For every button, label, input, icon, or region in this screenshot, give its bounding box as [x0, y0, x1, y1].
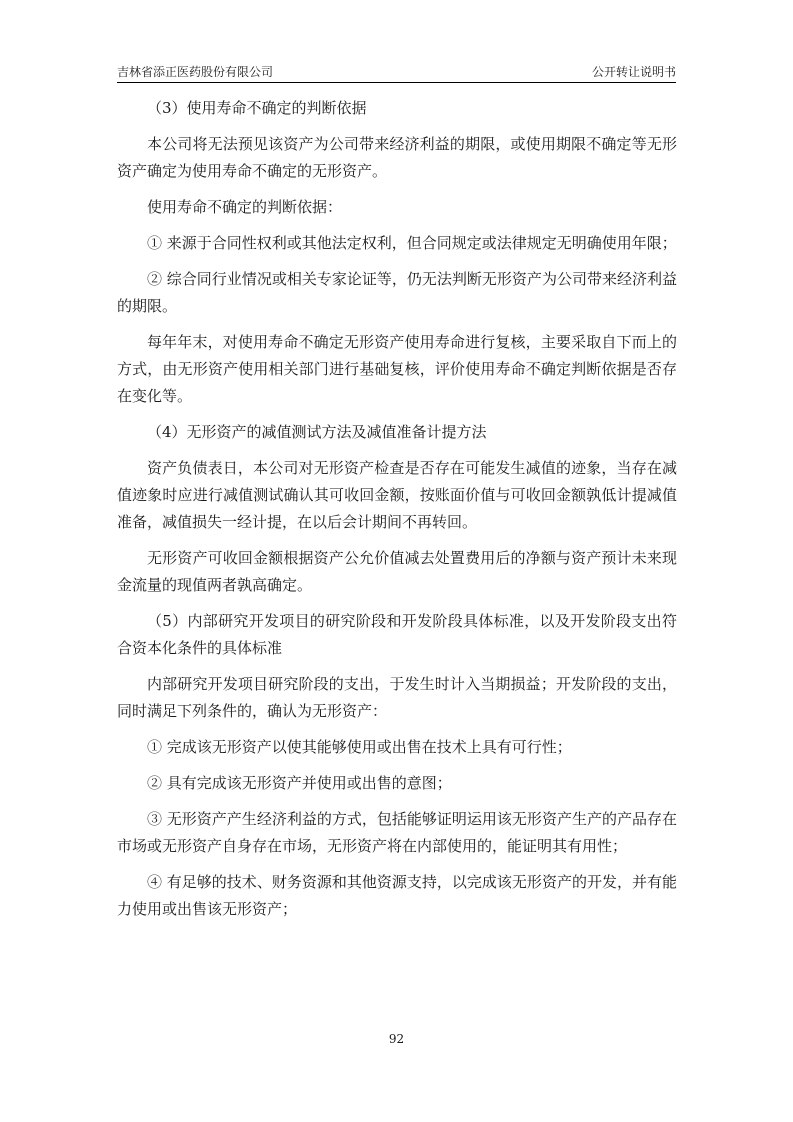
list-item-1: ① 来源于合同性权利或其他法定权利，但合同规定或法律规定无明确使用年限；	[147, 234, 677, 252]
condition-item-4: ④ 有足够的技术、财务资源和其他资源支持，以完成该无形资产的开发，并有能力使用或出售该无形资产；	[117, 873, 677, 918]
list-item-2: ② 综合同行业情况或相关专家论证等，仍无法判断无形资产为公司带来经济利益的期限。	[117, 270, 677, 315]
header-company-name: 吉林省添正医药股份有限公司	[117, 65, 274, 79]
paragraph-rd-expenditure: 内部研究开发项目研究阶段的支出，于发生时计入当期损益；开发阶段的支出，同时满足下列条件的，确认为无形资产：	[117, 675, 677, 720]
section-heading-3: （3）使用寿命不确定的判断依据	[147, 99, 367, 117]
paragraph-recoverable-amount: 无形资产可收回金额根据资产公允价值减去处置费用后的净额与资产预计未来现金流量的现值两者孰高确定。	[117, 549, 677, 594]
page-number: 92	[388, 1032, 405, 1046]
condition-item-1: ① 完成该无形资产以使其能够使用或出售在技术上具有可行性；	[147, 738, 572, 756]
paragraph-impairment-test: 资产负债表日，本公司对无形资产检查是否存在可能发生减值的迹象，当存在减值迹象时应进行减值测试确认其可收回金额，按账面价值与可收回金额孰低计提减值准备，减值损失一经计提，在以后会计期间不再转回。	[117, 459, 677, 531]
paragraph-indefinite-life-definition: 本公司将无法预见该资产为公司带来经济利益的期限，或使用期限不确定等无形资产确定为使用寿命不确定的无形资产。	[117, 135, 677, 180]
section-heading-5: （5）内部研究开发项目的研究阶段和开发阶段具体标准，以及开发阶段支出符合资本化条件的具体标准	[117, 612, 677, 657]
paragraph-judgment-basis-intro: 使用寿命不确定的判断依据：	[147, 198, 343, 216]
paragraph-annual-review: 每年年末，对使用寿命不确定无形资产使用寿命进行复核，主要采取自下而上的方式，由无形资产使用相关部门进行基础复核，评价使用寿命不确定判断依据是否存在变化等。	[117, 333, 677, 405]
condition-item-2: ② 具有完成该无形资产并使用或出售的意图；	[147, 774, 452, 792]
header-document-title: 公开转让说明书	[591, 65, 676, 79]
page-header	[117, 64, 676, 83]
condition-item-3: ③ 无形资产产生经济利益的方式，包括能够证明运用该无形资产生产的产品存在市场或无形资产自身存在市场，无形资产将在内部使用的，能证明其有用性；	[117, 810, 677, 855]
section-heading-4: （4）无形资产的减值测试方法及减值准备计提方法	[147, 423, 487, 441]
document-body	[117, 95, 677, 932]
